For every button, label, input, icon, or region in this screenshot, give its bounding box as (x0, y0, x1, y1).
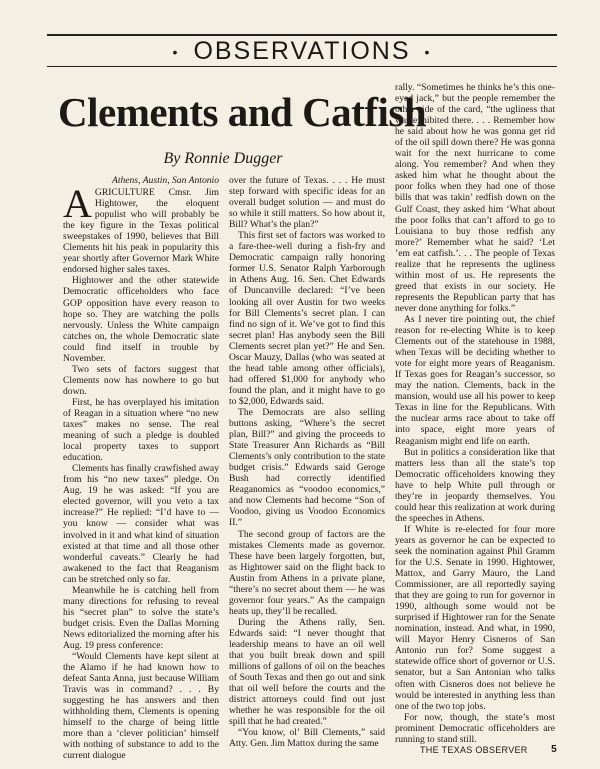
drop-cap: A (63, 181, 92, 227)
page-number: 5 (551, 744, 557, 755)
paragraph: “Would Clements have kept silent at the Alamo if he had known how to defeat Santa Anna, just because William Travis was in command? . . . By suggesting he has answers and then withholding them, Clements is opening himself to the charge of being little more than a ‘clever politician’ himself with nothing of substance to add to the current dialogue (63, 651, 219, 762)
byline: By Ronnie Dugger (163, 150, 283, 167)
paragraph: rally. “Sometimes he thinks he’s this one-eyed jack,” but the people remember the other side of the card, “the ugliness that was exhibited there. . . . Remember how he said about how he was gonna get rid of the oil spill down there? He was gonna wait for the next hurricane to come along. You remember? And when they asked him what he thought about the poor folks when they had one of those bills that was takin’ redfish down on the Gulf Coast, they asked him ‘What about the poor folks that can’t afford to go to Louisiana to buy those redfish any more?’ Remember what he said? ‘Let ’em eat catfish.’. . . The people of Texas realize that he represents the ugliness within most of us. He represents the greed that exists in our society. He represents the Republican party that has never done anything for folks.” (395, 82, 555, 314)
paragraph: For now, though, the state’s most prominent Democratic officeholders are running to stand still. (395, 711, 555, 745)
column-2 (229, 175, 385, 749)
paragraph: over the future of Texas. . . . He must step forward with specific ideas for an overall budget solution — and must do so while it still matters. So how about it, Bill? What’s the plan?” (229, 175, 385, 231)
ornament-left: • (172, 44, 180, 61)
paragraph: First, he has overplayed his imitation of Reagan in a situation where “no new taxes” makes no sense. The real meaning of such a pledge is doubled local property taxes to support education. (63, 396, 219, 464)
paragraph: Two sets of factors suggest that Clements now has nowhere to go but down. (63, 363, 219, 397)
column-3 (395, 82, 555, 745)
header-bottom-rule (47, 66, 557, 67)
paragraph: But in politics a consideration like that matters less than all the state’s top Democratic officeholders knowing they have to help White pull through or they’re in jeopardy themselves. You could hear this realization at work during the speeches in Athens. (395, 446, 555, 524)
column-1 (63, 175, 219, 761)
paragraph: During the Athens rally, Sen. Edwards said: “I never thought that leadership means to have an oil well that you built break down and spill millions of gallons of oil on the beaches of South Texas and then go out and sink that oil well before the courts and the district attorneys could find out just whether he was responsible for the oil spill that he had created.” (229, 616, 385, 728)
paragraph: As I never tire pointing out, the chief reason for re-electing White is to keep Clements out of the statehouse in 1988, when Texas will be deciding whether to vote for eight more years of Reaganism. If Texas goes for Reagan’s successor, so may the nation. Clements, back in the mansion, would use all his power to keep Texas in line for the Republicans. With the nuclear arms race about to take off into space, eight more years of Reaganism might end life on earth. (395, 313, 555, 447)
paragraph: This first set of factors was worked to a fare-thee-well during a fish-fry and Democratic campaign rally honoring former U.S. Senator Ralph Yarborough in Athens Aug. 16. Sen. Chet Edwards of Duncanville declared: “I’ve been looking all over Austin for two weeks for Bill Clements’s secret plan. I can find no sign of it. We’ve got to find this secret plan! Has anybody seen the Bill Clements secret plan yet?” He and Sen. Oscar Mauzy, Dallas (who was seated at the head table among other officials), had offered $1,000 for anybody who found the plan, and it might have to go to $2,000, Edwards said. (229, 230, 385, 407)
section-title: OBSERVATIONS (193, 37, 411, 65)
ornament-right: • (424, 44, 432, 61)
paragraph: “You know, ol’ Bill Clements,” said Atty. Gen. Jim Mattox during the same (229, 727, 385, 750)
page-footer (420, 745, 557, 755)
dateline: Athens, Austin, San Antonio (111, 175, 219, 186)
paragraph: Clements has finally crawfished away from his “no new taxes” pledge. On Aug. 19 he was asked: “If you are elected governor, will you veto a tax increase?” He replied: “I’d have to — you know — consider what was involved in it and what kind of situation existed at that time and all those other wonderful caveats.” Clearly he had awakened to the fact that Reaganism can be stretched only so far. (63, 463, 219, 585)
paragraph: The second group of factors are the mistakes Clements made as governor. These have been largely forgotten, but, as Hightower said on the flight back to Austin from Athens in a private plane, “there’s no secret about them — he was governor four years.” As the campaign heats up, they’ll be recalled. (229, 528, 385, 617)
section-header (47, 36, 557, 66)
article-title: Clements and Catfish (58, 89, 427, 135)
paragraph: If White is re-elected for four more years as governor he can be expected to seek the nomination against Phil Gramm for the U.S. Senate in 1990. Hightower, Mattox, and Garry Mauro, the Land Commissioner, are all reportedly saying that they are going to run for governor in 1990, although some would not be surprised if Hightower ran for the Senate nomination, instead. And what, in 1990, will Mayor Henry Cisneros of San Antonio run for? Some suggest a statewide office short of governor or U.S. senator, but a San Antonian who talks often with Cisneros does not believe he would be interested in anything less than one of the two top jobs. (395, 523, 555, 712)
paragraph: Meanwhile he is catching hell from many directions for refusing to reveal his “secret plan” to solve the state’s budget crisis. Even the Dallas Morning News editorialized the morning after his Aug. 19 press conference: (63, 584, 219, 651)
paragraph-text: GRICULTURE Cmsr. Jim Hightower, the eloquent populist who will probably be the key figure in the Texas political sweepstakes of 1990, believes that Bill Clements hit his peak in popularity this year shortly after Governor Mark White endorsed higher sales taxes. (63, 187, 219, 276)
paragraph: The Democrats are also selling buttons asking, “Where’s the secret plan, Bill?” and giving the proceeds to State Treasurer Ann Richards as “Bill Clements’s only contribution to the state budget crisis.” Edwards said Geroge Bush had correctly identified Reaganomics as “voodoo economics,” and now Clements had become “Son of Voodoo, giving us Voodoo Economics II.” (229, 406, 385, 529)
paragraph (63, 181, 219, 276)
paragraph: Hightower and the other statewide Democratic officeholders who face GOP opposition have every reason to hope so. They are watching the polls nervously. Unless the White campaign catches on, the whole Democratic slate could find itself in trouble by November. (63, 275, 219, 364)
publication-name: THE TEXAS OBSERVER (420, 745, 528, 755)
